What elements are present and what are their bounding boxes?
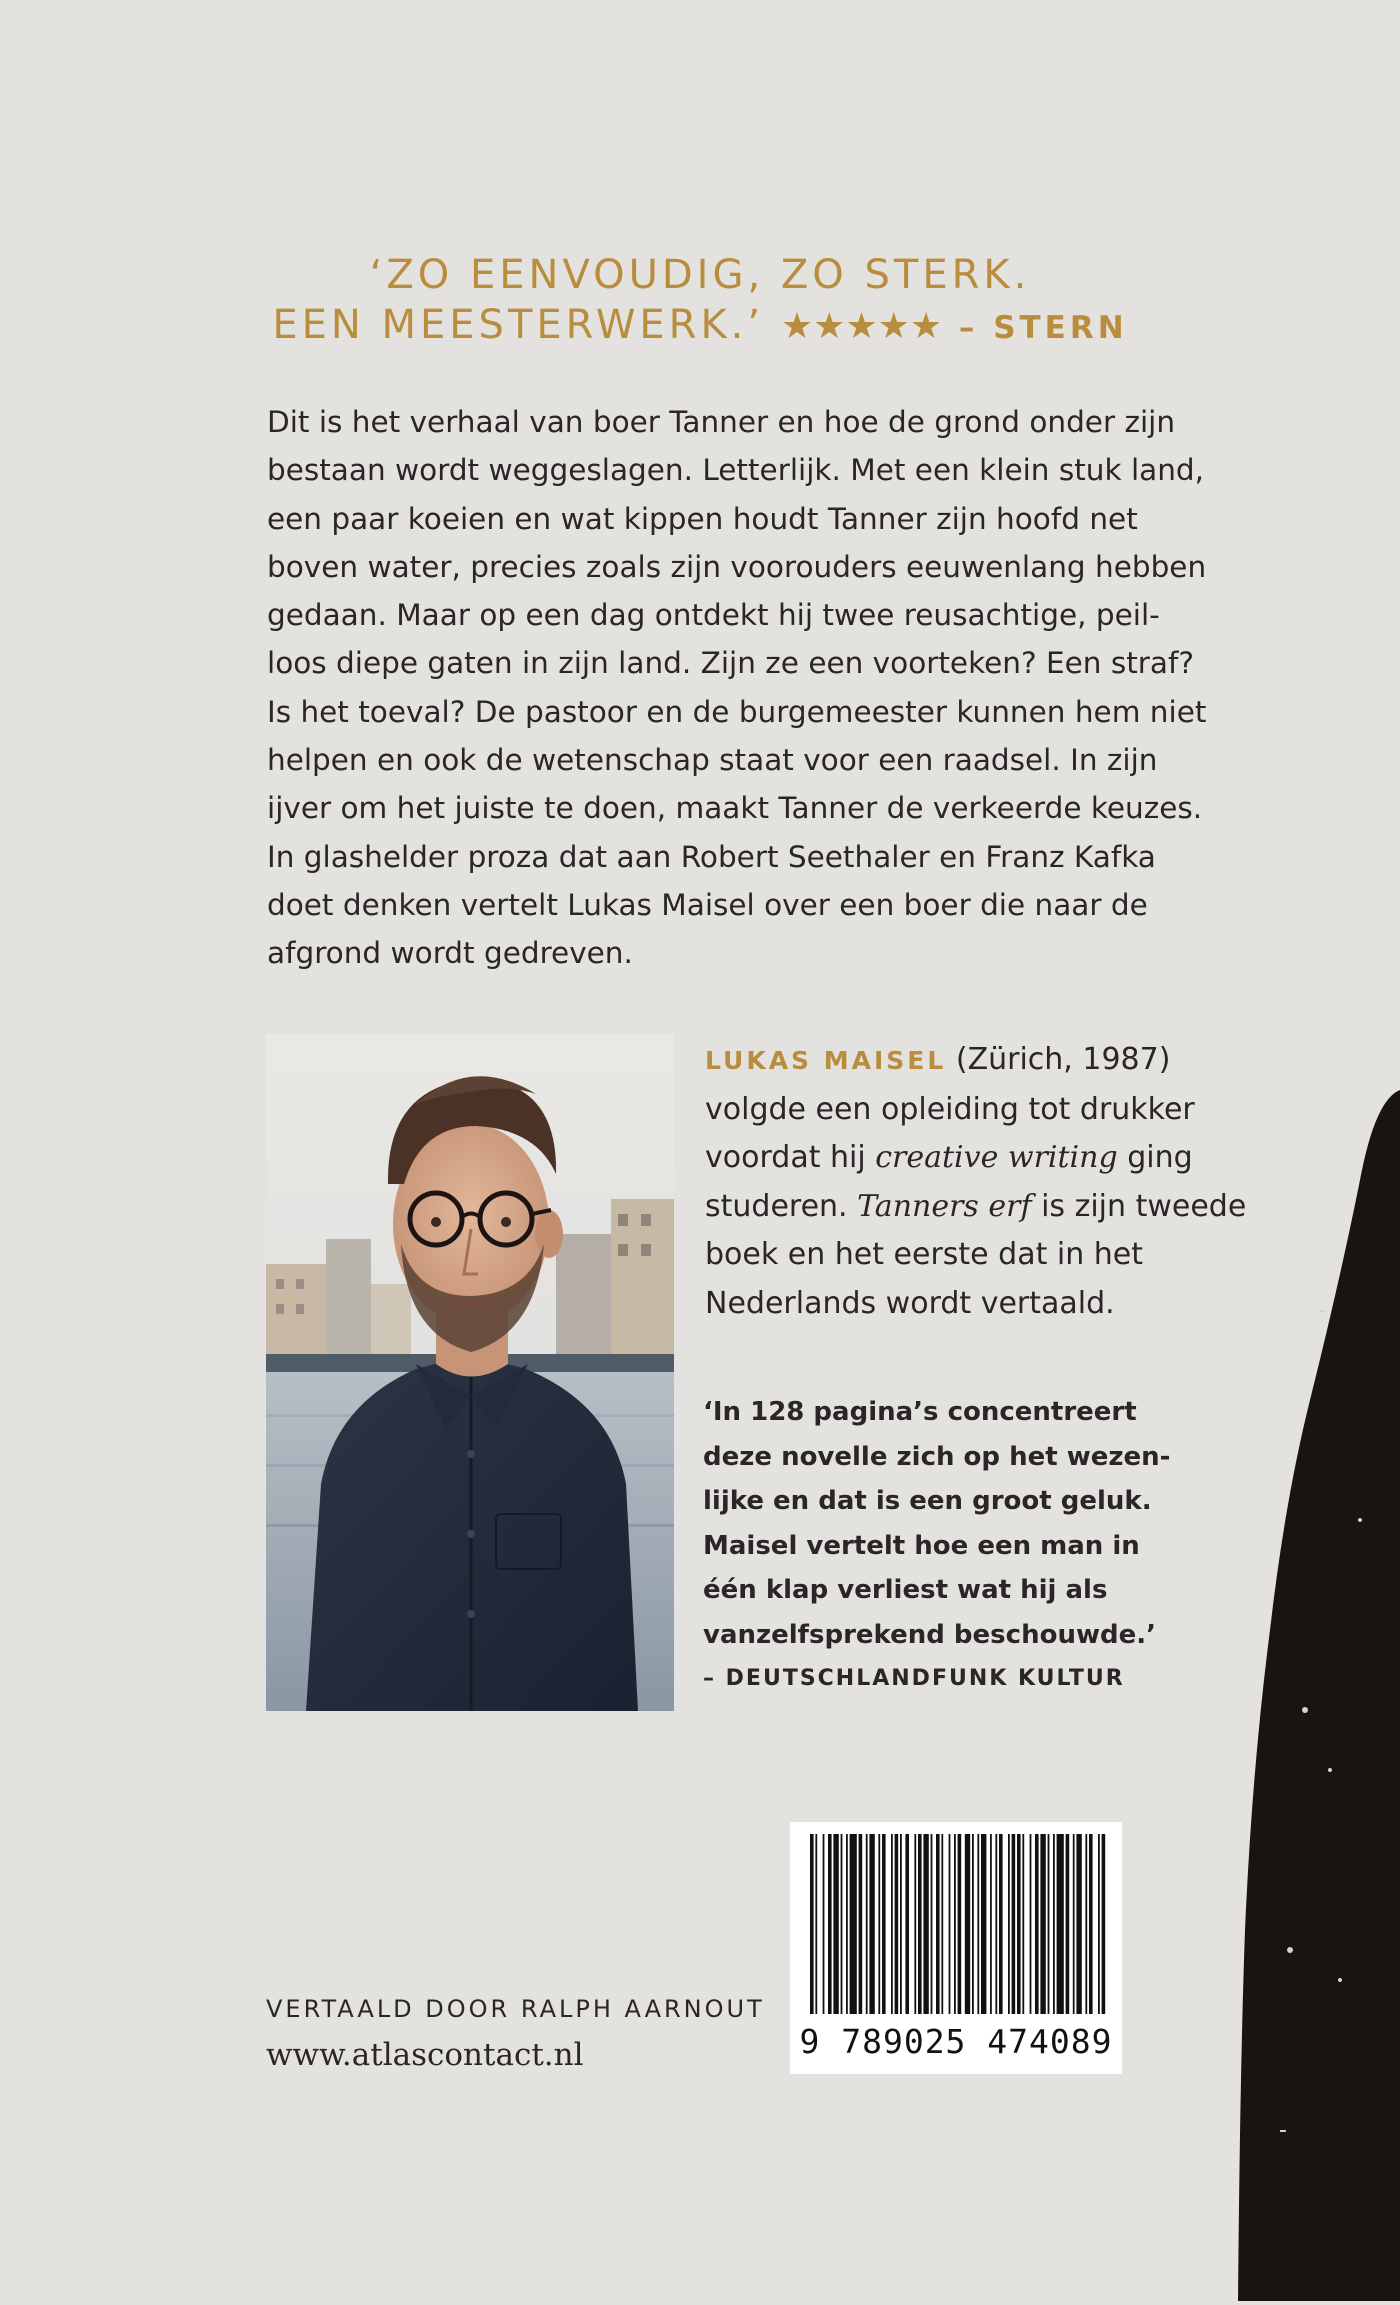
barcode-bar — [882, 1834, 886, 2014]
barcode-bar — [895, 1834, 899, 2014]
barcode-bar — [846, 1834, 848, 2014]
blurb-line: een paar koeien en wat kippen houdt Tanner zijn hoofd net — [267, 501, 1138, 536]
review-line: deze novelle zich op het wezen- — [703, 1441, 1171, 1472]
barcode-bar — [981, 1834, 986, 2014]
barcode-bar — [999, 1834, 1003, 2014]
publisher-website[interactable]: www.atlascontact.nl — [266, 2037, 584, 2073]
barcode-bar — [941, 1834, 943, 2014]
review-line: Maisel vertelt hoe een man in — [703, 1530, 1140, 1561]
barcode-bar — [990, 1834, 992, 2014]
barcode-bar — [1053, 1834, 1055, 2014]
barcode-bar — [1008, 1834, 1010, 2014]
barcode-bar — [841, 1834, 843, 2014]
blurb-line: boven water, precies zoals zijn voorouders eeuwenlang hebben — [267, 549, 1207, 584]
bio-line-4: studeren. Tanners erf is zijn tweede — [705, 1188, 1247, 1224]
blurb-line: gedaan. Maar op een dag ontdekt hij twee reusachtige, peil- — [267, 598, 1160, 633]
press-quote-line-1: ‘ZO EENVOUDIG, ZO STERK. — [369, 252, 1031, 298]
barcode-bar — [1066, 1834, 1070, 2014]
decorative-flap — [1190, 1070, 1400, 2301]
review-source: – DEUTSCHLANDFUNK KULTUR — [703, 1666, 1125, 1691]
barcode-bar — [1102, 1834, 1106, 2014]
blurb-line: Is het toeval? De pastoor en de burgemeester kunnen hem niet — [267, 694, 1207, 729]
barcode-bar — [878, 1834, 880, 2014]
barcode-bar — [833, 1834, 838, 2014]
author-bio — [705, 1036, 1265, 1328]
barcode-bar — [1089, 1834, 1093, 2014]
review-line: ‘In 128 pagina’s concentreert — [703, 1397, 1137, 1427]
bio-line-1 — [705, 1036, 1265, 1086]
author-name: LUKAS MAISEL — [705, 1046, 947, 1075]
review-line: vanzelfsprekend beschouwde.’ — [703, 1619, 1156, 1650]
barcode-bar — [1085, 1834, 1087, 2014]
author-birth: (Zürich, 1987) — [955, 1042, 1171, 1077]
barcode-bar — [1048, 1834, 1050, 2014]
blurb-paragraph — [267, 398, 1227, 978]
review-quote — [703, 1390, 1263, 1702]
bio-line-6: Nederlands wordt vertaald. — [705, 1285, 1115, 1321]
barcode-bar — [1076, 1834, 1081, 2014]
blurb-line: In glashelder proza dat aan Robert Seethaler en Franz Kafka — [267, 839, 1156, 874]
blurb-line: Dit is het verhaal van boer Tanner en hoe de grond onder zijn — [267, 405, 1176, 439]
barcode-bar — [859, 1834, 863, 2014]
press-quote — [200, 250, 1200, 353]
barcode-bar — [923, 1834, 928, 2014]
barcode-bar — [810, 1834, 814, 2014]
blurb-line: afgrond wordt gedreven. — [267, 936, 633, 971]
blurb-line: ijver om het juiste te doen, maakt Tanner de verkeerde keuzes. — [267, 791, 1203, 826]
blurb-line: doet denken vertelt Lukas Maisel over een boer die naar de — [267, 887, 1148, 922]
bio-line-5: boek en het eerste dat in het — [705, 1237, 1144, 1272]
bio-line-2: volgde een opleiding tot drukker — [705, 1091, 1195, 1127]
barcode — [790, 1822, 1122, 2074]
star-rating: ★★★★★ — [780, 306, 943, 347]
press-quote-line-2 — [200, 300, 1200, 353]
barcode-bar — [931, 1834, 933, 2014]
author-photo — [266, 1034, 674, 1711]
barcode-bar — [918, 1834, 922, 2014]
barcode-bar — [995, 1834, 997, 2014]
barcode-bar — [900, 1834, 902, 2014]
book-title: Tanners erf — [857, 1188, 1032, 1224]
barcode-bar — [869, 1834, 874, 2014]
press-quote-text: EEN MEESTERWERK.’ — [272, 302, 765, 348]
italic-term: creative writing — [875, 1140, 1118, 1175]
barcode-bar — [1030, 1834, 1032, 2014]
barcode-bar — [1040, 1834, 1045, 2014]
barcode-bar — [891, 1834, 893, 2014]
barcode-bar — [949, 1834, 951, 2014]
barcode-bar — [1035, 1834, 1039, 2014]
blurb-line: helpen en ook de wetenschap staat voor een raadsel. In zijn — [267, 743, 1158, 778]
barcode-bar — [1073, 1834, 1075, 2014]
barcode-bar — [905, 1834, 909, 2014]
barcode-bar — [828, 1834, 832, 2014]
barcode-bar — [866, 1834, 868, 2014]
isbn-number: 9 789025 474089 — [799, 2022, 1113, 2061]
barcode-bar — [965, 1834, 970, 2014]
barcode-bar — [958, 1834, 962, 2014]
barcode-bar — [977, 1834, 979, 2014]
barcode-bars — [790, 1822, 1122, 2022]
bio-line-3: voordat hij creative writing ging — [705, 1140, 1193, 1175]
blurb-line: loos diepe gaten in zijn land. Zijn ze een voorteken? Een straf? — [267, 646, 1195, 681]
barcode-bar — [1017, 1834, 1021, 2014]
press-quote-source: – STERN — [958, 310, 1128, 346]
barcode-bar — [815, 1834, 817, 2014]
blurb-line: bestaan wordt weggeslagen. Letterlijk. Met een klein stuk land, — [267, 453, 1205, 488]
barcode-bar — [1012, 1834, 1016, 2014]
barcode-bar — [1022, 1834, 1024, 2014]
review-line: lijke en dat is een groot geluk. — [703, 1486, 1152, 1516]
barcode-bar — [972, 1834, 974, 2014]
translator-credit: VERTAALD DOOR RALPH AARNOUT — [266, 1995, 765, 2023]
review-line: één klap verliest wat hij als — [703, 1575, 1108, 1605]
barcode-bar — [954, 1834, 956, 2014]
barcode-bar — [914, 1834, 916, 2014]
barcode-bar — [1057, 1834, 1064, 2014]
barcode-bar — [850, 1834, 857, 2014]
barcode-bar — [936, 1834, 940, 2014]
barcode-bar — [1098, 1834, 1100, 2014]
barcode-bar — [823, 1834, 825, 2014]
